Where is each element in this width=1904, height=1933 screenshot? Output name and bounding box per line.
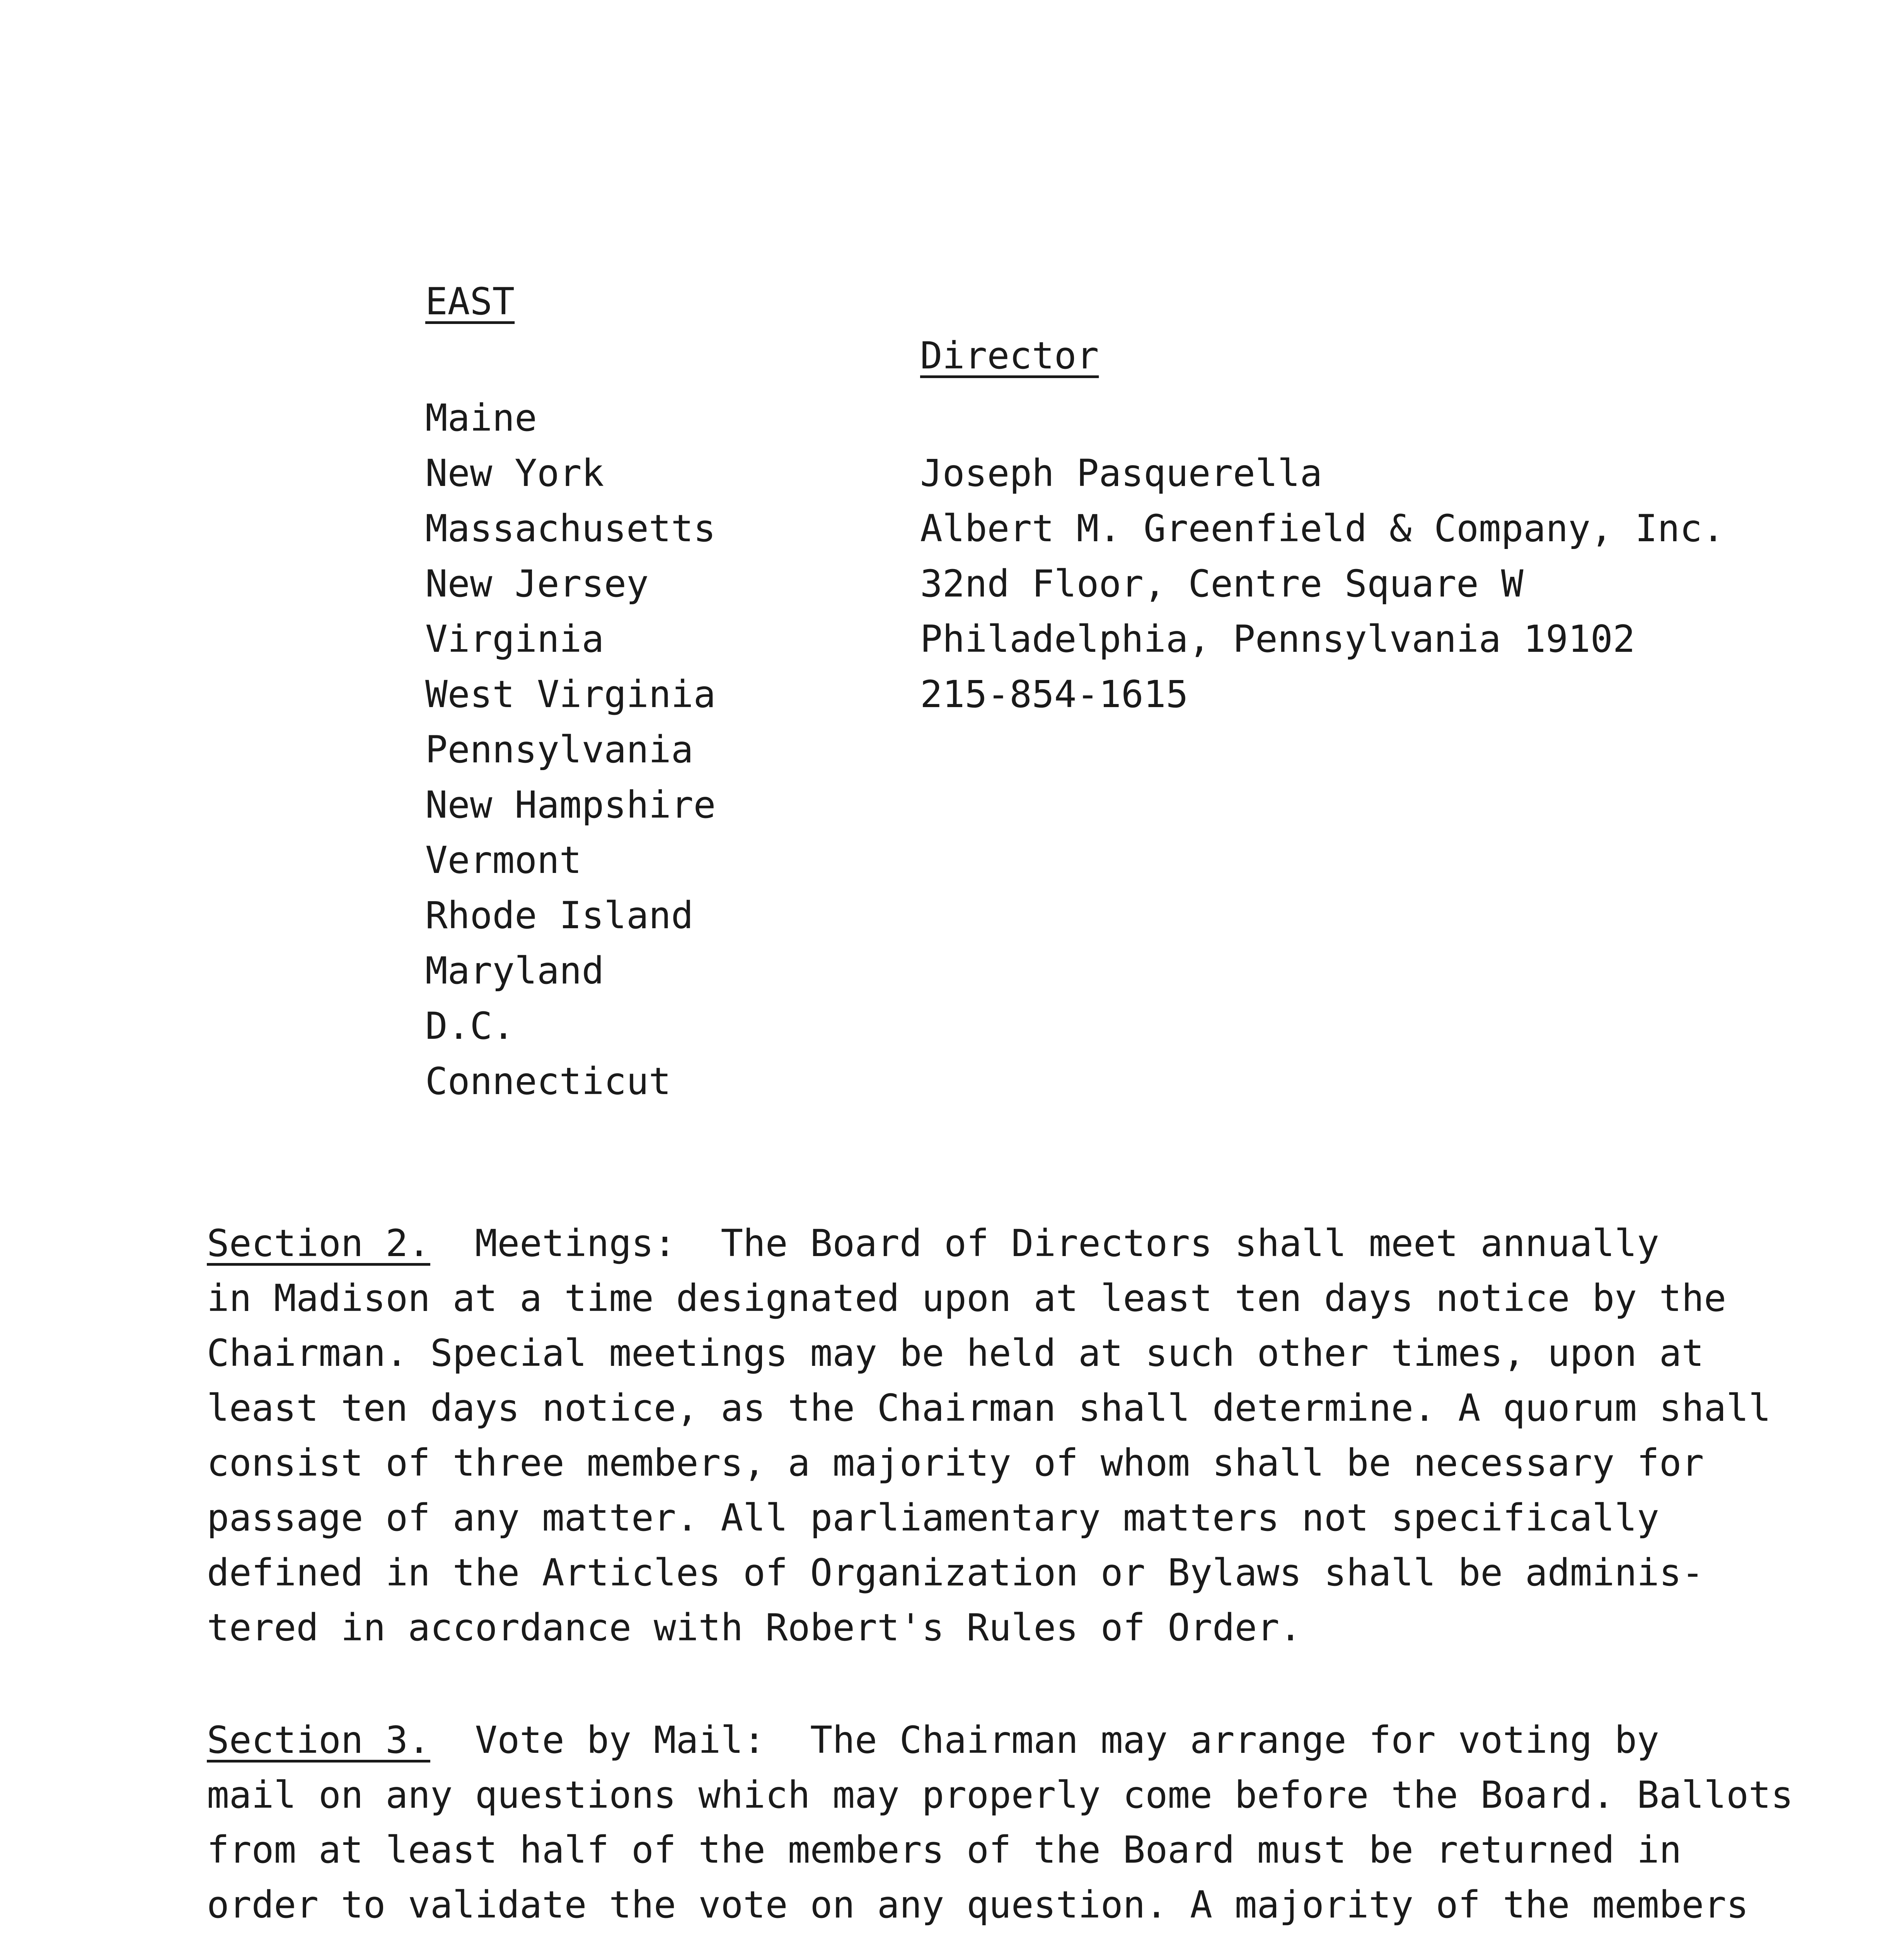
- state-item: New Hampshire: [425, 783, 716, 827]
- section-3-line: mail on any questions which may properly come before the Board. Ballots: [207, 1773, 1793, 1817]
- state-item: New York: [425, 452, 604, 495]
- section-3-label: Section 3.: [207, 1718, 430, 1762]
- section-2-line: in Madison at a time designated upon at least ten days notice by the: [207, 1277, 1727, 1320]
- section-2-paragraph: [207, 1216, 1869, 1655]
- region-heading: EAST: [425, 280, 515, 323]
- state-item: Virginia: [425, 617, 604, 661]
- section-2-label: Section 2.: [207, 1222, 430, 1265]
- section-2-line: defined in the Articles of Organization or Bylaws shall be adminis-: [207, 1551, 1704, 1594]
- section-2-line: tered in accordance with Robert's Rules of Order.: [207, 1606, 1302, 1649]
- section-2-title: Meetings: The Board of Directors shall meet annually: [430, 1222, 1659, 1265]
- director-company: Albert M. Greenfield & Company, Inc.: [920, 507, 1725, 550]
- director-name: Joseph Pasquerella: [920, 452, 1323, 495]
- section-3-first-line: [207, 1713, 1869, 1768]
- director-phone: 215-854-1615: [920, 673, 1188, 716]
- state-item: West Virginia: [425, 673, 716, 716]
- section-2-line: Chairman. Special meetings may be held at such other times, upon at: [207, 1331, 1704, 1375]
- section-2-line: consist of three members, a majority of whom shall be necessary for: [207, 1441, 1704, 1485]
- section-2-line: least ten days notice, as the Chairman shall determine. A quorum shall: [207, 1386, 1771, 1430]
- section-3-line: order to validate the vote on any question. A majority of the members: [207, 1883, 1749, 1926]
- state-item: Vermont: [425, 839, 582, 882]
- state-item: New Jersey: [425, 562, 649, 605]
- section-3-paragraph: [207, 1713, 1869, 1933]
- state-item: D.C.: [425, 1004, 515, 1048]
- state-item: Rhode Island: [425, 894, 694, 937]
- section-3-line: from at least half of the members of the Board must be returned in: [207, 1828, 1682, 1872]
- director-address: 32nd Floor, Centre Square W: [920, 562, 1524, 605]
- state-list: [425, 390, 716, 1109]
- director-heading: Director: [920, 334, 1099, 377]
- state-item: Maryland: [425, 949, 604, 992]
- director-contact: [920, 446, 1725, 722]
- section-2-first-line: [207, 1216, 1869, 1271]
- state-item: Connecticut: [425, 1060, 671, 1103]
- section-3-title: Vote by Mail: The Chairman may arrange for voting by: [430, 1718, 1659, 1762]
- director-city: Philadelphia, Pennsylvania 19102: [920, 617, 1635, 661]
- state-item: Pennsylvania: [425, 728, 694, 771]
- section-2-line: passage of any matter. All parliamentary matters not specifically: [207, 1496, 1659, 1539]
- state-item: Massachusetts: [425, 507, 716, 550]
- state-item: Maine: [425, 396, 537, 440]
